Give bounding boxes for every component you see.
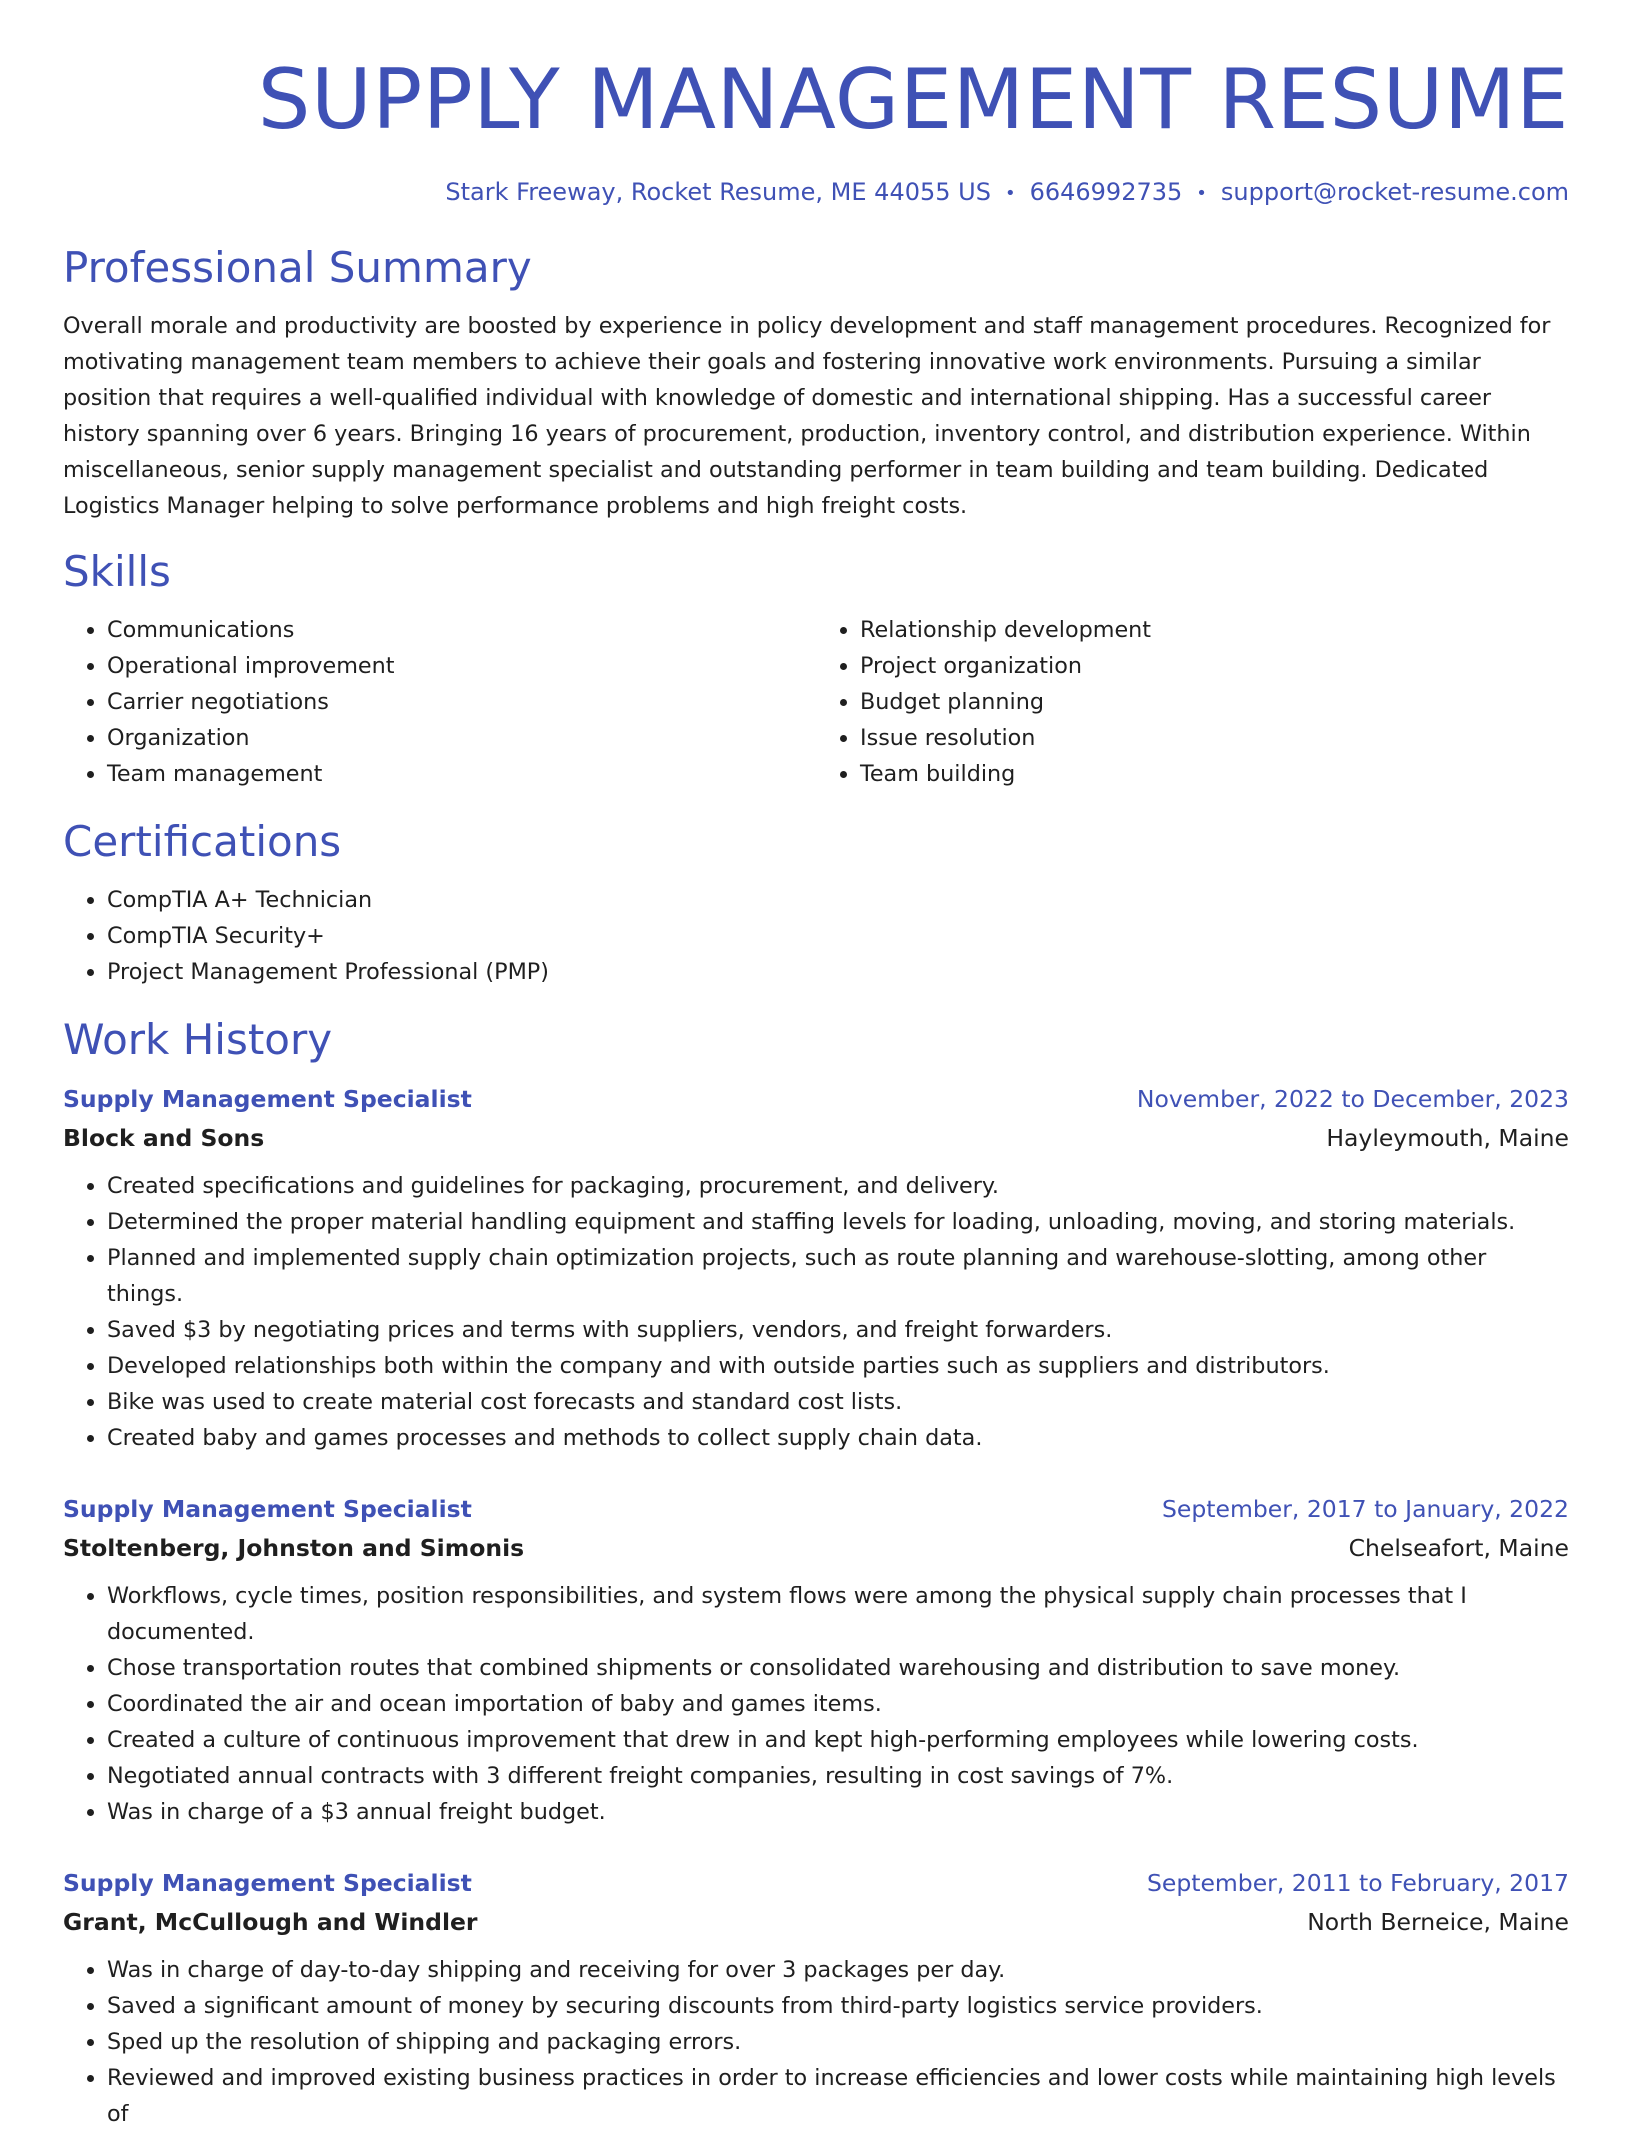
- work-history-heading: Work History: [63, 1015, 333, 1064]
- skill-item: • Relationship development: [860, 612, 1569, 648]
- job-bullet: • Planned and implemented supply chain optimization projects, such as route planning and warehouse-slotting, among other things.: [107, 1240, 1569, 1312]
- job-title-row: [63, 1864, 1569, 1902]
- job-bullet: • Created a culture of continuous improvement that drew in and kept high-performing employees while lowering costs.: [107, 1722, 1569, 1758]
- certifications-list: [63, 882, 1569, 990]
- job-bullet: • Created specifications and guidelines for packaging, procurement, and delivery.: [107, 1168, 1569, 1204]
- skills-columns: [63, 612, 1569, 792]
- job-bullets: [63, 1952, 1569, 2132]
- job-bullets: [63, 1578, 1569, 1830]
- job-entry: [63, 1490, 1569, 1830]
- certification-item: • Project Management Professional (PMP): [107, 954, 1569, 990]
- skills-list-left: [63, 612, 816, 792]
- job-bullet: • Was in charge of day-to-day shipping and receiving for over 3 packages per day.: [107, 1952, 1569, 1988]
- skill-item: • Carrier negotiations: [107, 684, 816, 720]
- summary-text: Overall morale and productivity are boosted by experience in policy development and staff management procedures. Recognized for motivating management team members to achieve their goals and fostering innovative work environments. Pursuing a similar position that requires a well-qualified individual with knowledge of domestic and international shipping. Has a successful career history spanning over 6 years. Bringing 16 years of procurement, production, inventory control, and distribution experience. Within miscellaneous, senior supply management specialist and outstanding performer in team building and team building. Dedicated Logistics Manager helping to solve performance problems and high freight costs.: [63, 313, 1551, 519]
- job-title: Supply Management Specialist: [63, 1495, 472, 1523]
- job-location: Hayleymouth, Maine: [1326, 1124, 1569, 1152]
- job-bullet: • Workflows, cycle times, position responsibilities, and system flows were among the physical supply chain processes that I documented.: [107, 1578, 1569, 1650]
- contact-address: Stark Freeway, Rocket Resume, ME 44055 US: [445, 178, 991, 206]
- job-bullet: • Created baby and games processes and methods to collect supply chain data.: [107, 1420, 1569, 1456]
- skills-section: [63, 546, 1569, 792]
- job-dates: September, 2017 to January, 2022: [1161, 1495, 1569, 1523]
- job-entry: [63, 1864, 1569, 2132]
- skill-item: • Communications: [107, 612, 816, 648]
- job-company-row: [63, 1118, 1569, 1158]
- job-bullet: • Chose transportation routes that combined shipments or consolidated warehousing and distribution to save money.: [107, 1650, 1569, 1686]
- contact-email: support@rocket-resume.com: [1220, 178, 1569, 206]
- skills-heading: Skills: [63, 547, 171, 596]
- job-bullet: • Developed relationships both within the company and with outside parties such as suppliers and distributors.: [107, 1348, 1569, 1384]
- job-company: Stoltenberg, Johnston and Simonis: [63, 1534, 525, 1562]
- job-company-row: [63, 1902, 1569, 1942]
- job-title: Supply Management Specialist: [63, 1869, 472, 1897]
- resume-name: SUPPLY MANAGEMENT RESUME: [257, 51, 1569, 148]
- certifications-section: [63, 816, 1569, 990]
- job-entry: [63, 1080, 1569, 1456]
- skill-item: • Team management: [107, 756, 816, 792]
- job-bullet: • Coordinated the air and ocean importation of baby and games items.: [107, 1686, 1569, 1722]
- job-bullets: [63, 1168, 1569, 1456]
- skill-item: • Operational improvement: [107, 648, 816, 684]
- job-dates: November, 2022 to December, 2023: [1136, 1085, 1569, 1113]
- skill-item: • Budget planning: [860, 684, 1569, 720]
- job-title: Supply Management Specialist: [63, 1085, 472, 1113]
- certification-item: • CompTIA Security+: [107, 918, 1569, 954]
- job-bullet: • Saved a significant amount of money by securing discounts from third-party logistics service providers.: [107, 1988, 1569, 2024]
- job-company: Block and Sons: [63, 1124, 265, 1152]
- skill-item: • Project organization: [860, 648, 1569, 684]
- job-bullet: • Sped up the resolution of shipping and packaging errors.: [107, 2024, 1569, 2060]
- job-location: Chelseafort, Maine: [1348, 1534, 1569, 1562]
- contact-phone: 6646992735: [1029, 178, 1183, 206]
- certification-item: • CompTIA A+ Technician: [107, 882, 1569, 918]
- skill-item: • Issue resolution: [860, 720, 1569, 756]
- contact-separator: •: [1004, 183, 1016, 204]
- skill-item: • Organization: [107, 720, 816, 756]
- resume-header: [63, 0, 1569, 210]
- job-bullet: • Was in charge of a $3 annual freight budget.: [107, 1794, 1569, 1830]
- job-bullet: • Saved $3 by negotiating prices and terms with suppliers, vendors, and freight forwarders.: [107, 1312, 1569, 1348]
- contact-separator: •: [1196, 183, 1207, 204]
- job-company-row: [63, 1528, 1569, 1568]
- contact-line: [63, 176, 1569, 210]
- skills-list-right: [816, 612, 1569, 792]
- skill-item: • Team building: [860, 756, 1569, 792]
- work-history-section: [63, 1014, 1569, 2132]
- job-company: Grant, McCullough and Windler: [63, 1908, 478, 1936]
- job-bullet: • Bike was used to create material cost forecasts and standard cost lists.: [107, 1384, 1569, 1420]
- job-title-row: [63, 1490, 1569, 1528]
- job-title-row: [63, 1080, 1569, 1118]
- job-bullet: • Reviewed and improved existing business practices in order to increase efficiencies and lower costs while maintaining high levels of: [107, 2060, 1569, 2132]
- job-dates: September, 2011 to February, 2017: [1146, 1869, 1569, 1897]
- summary-section: [63, 242, 1569, 524]
- job-location: North Berneice, Maine: [1307, 1908, 1569, 1936]
- job-bullet: • Negotiated annual contracts with 3 different freight companies, resulting in cost savings of 7%.: [107, 1758, 1569, 1794]
- certifications-heading: Certifications: [63, 817, 342, 866]
- job-bullet: • Determined the proper material handling equipment and staffing levels for loading, unloading, moving, and storing materials.: [107, 1204, 1569, 1240]
- summary-heading: Professional Summary: [63, 243, 532, 292]
